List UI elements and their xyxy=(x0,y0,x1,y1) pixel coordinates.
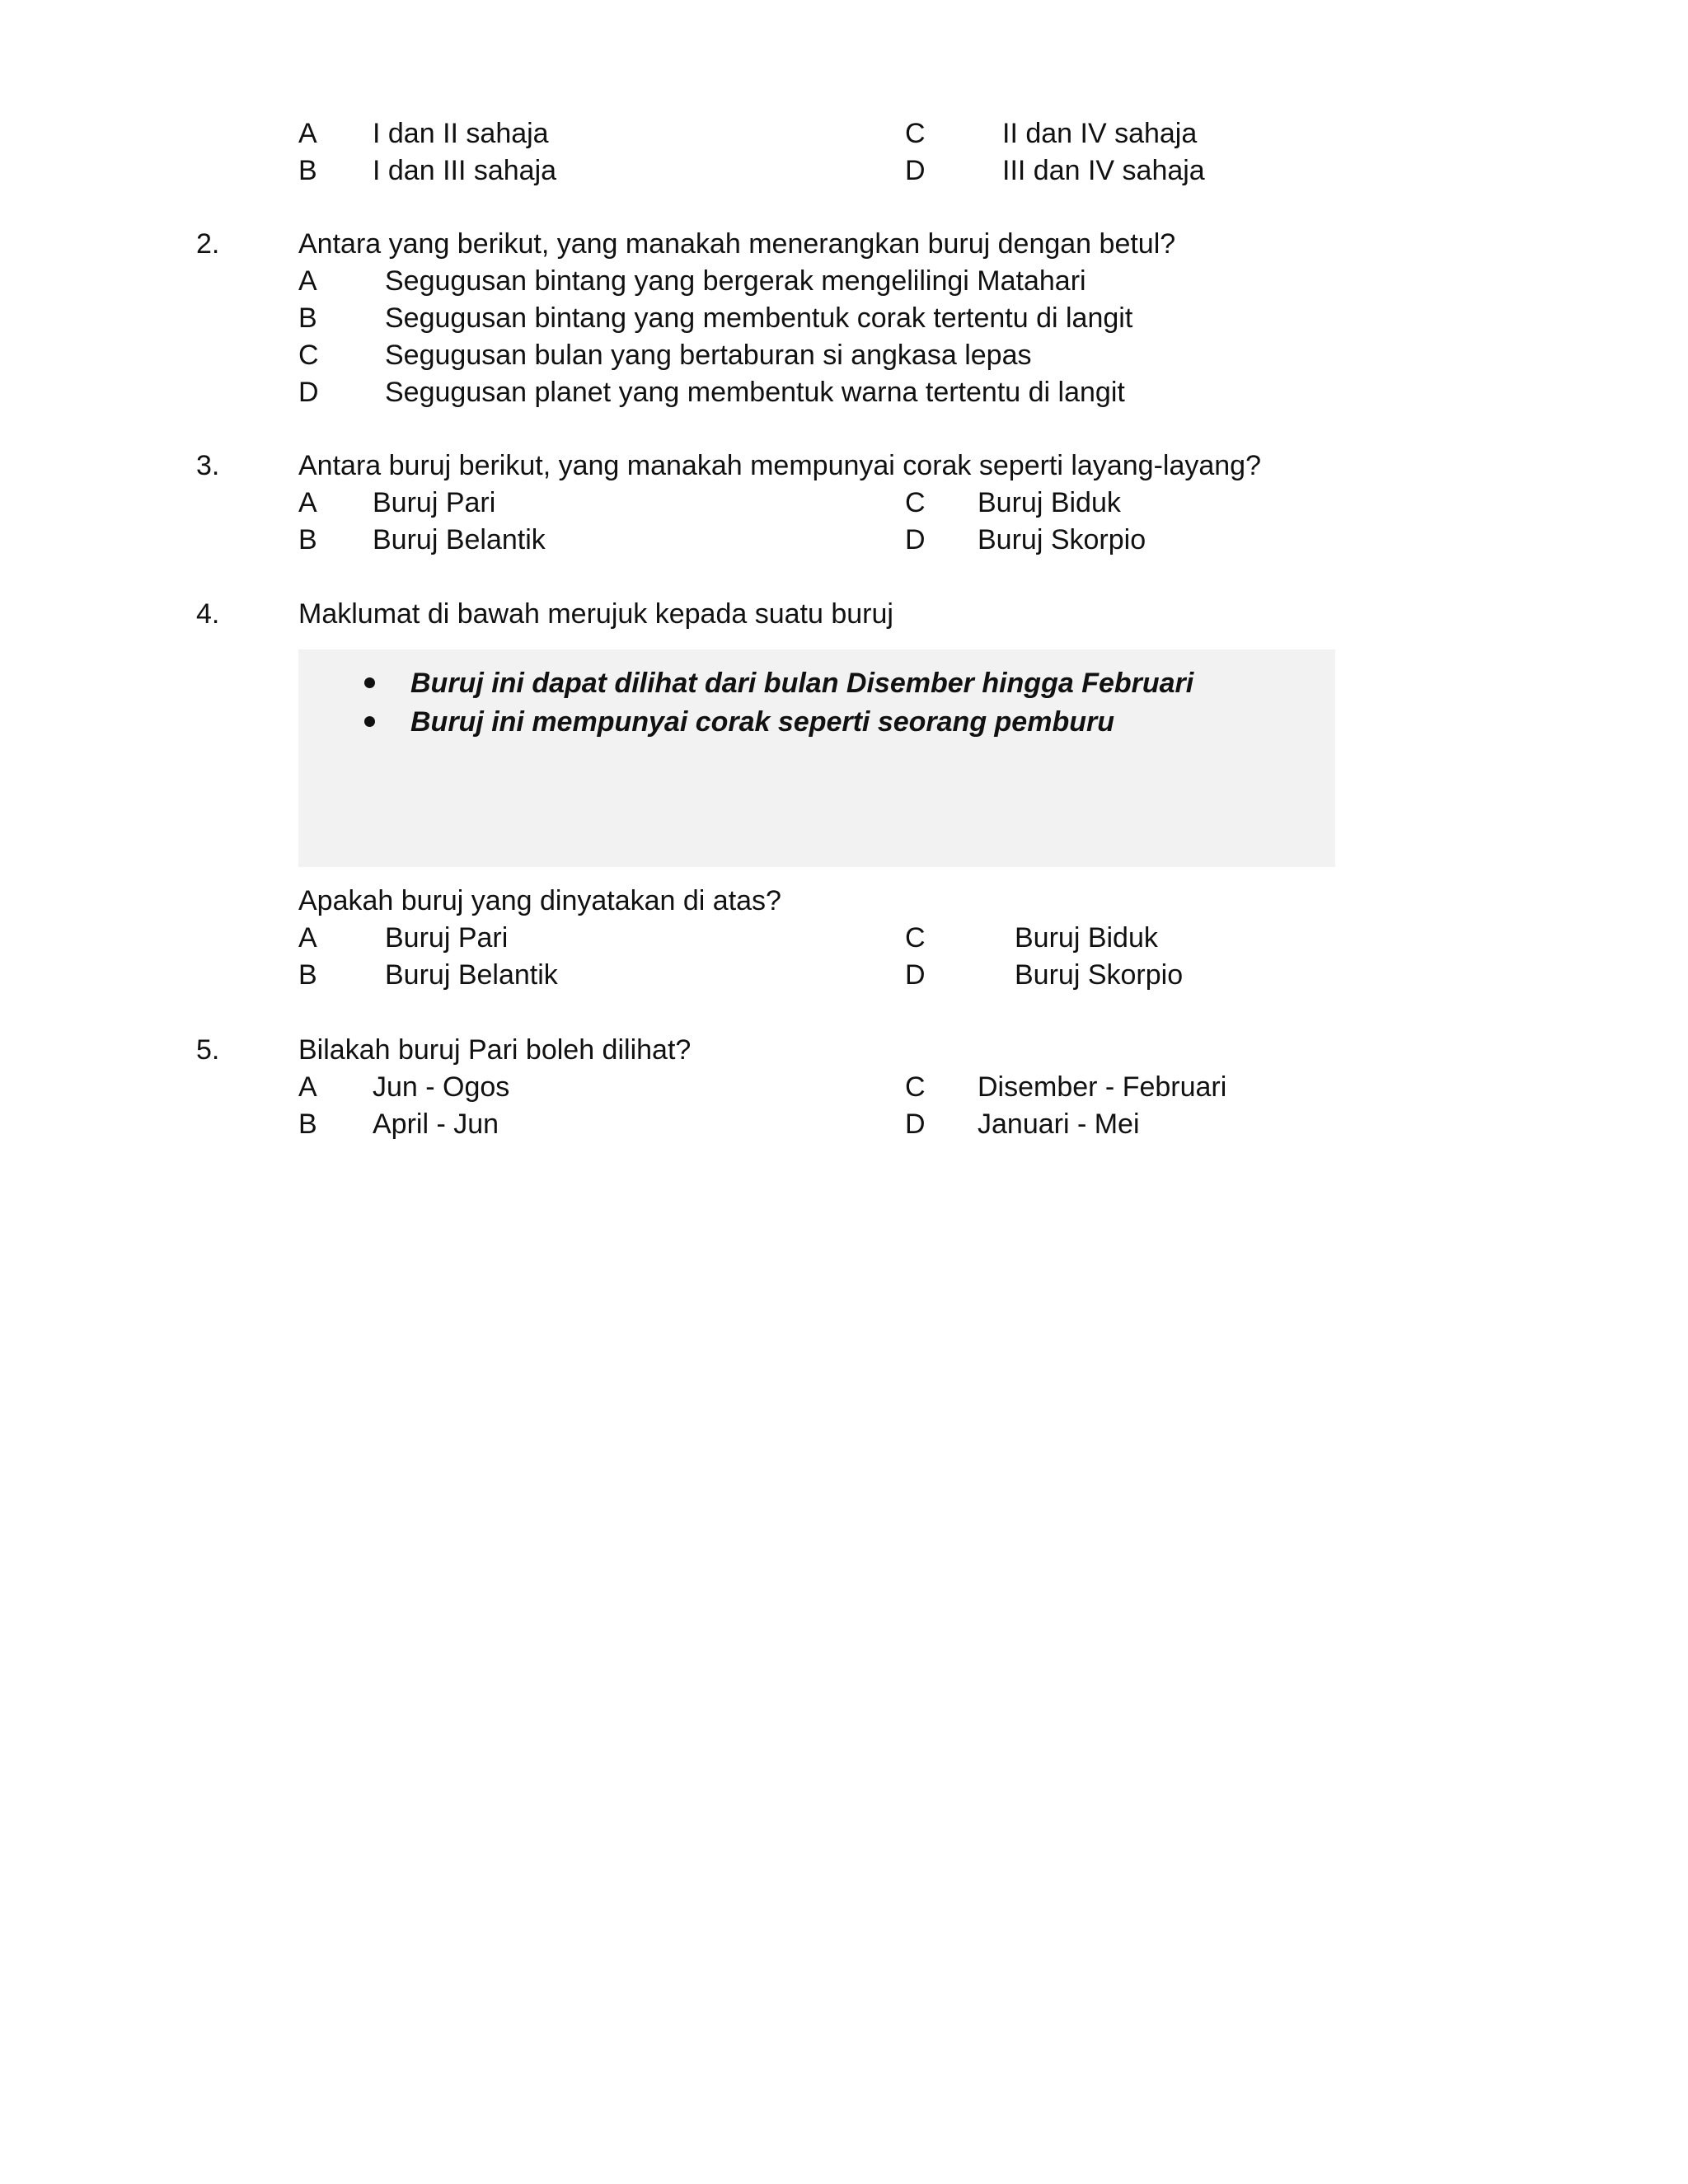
q3-option-b-letter: B xyxy=(298,524,317,555)
q5-option-b-text: April - Jun xyxy=(373,1108,499,1140)
q1-option-c-text: II dan IV sahaja xyxy=(1002,118,1198,149)
q1-option-a-letter: A xyxy=(298,118,317,149)
q4-option-a-text: Buruj Pari xyxy=(385,922,509,954)
bullet-icon xyxy=(364,716,375,727)
info-bullet-2: Buruj ini mempunyai corak seperti seorang pemburu xyxy=(410,706,1114,738)
q5-option-a-letter: A xyxy=(298,1071,317,1103)
q3-option-c-text: Buruj Biduk xyxy=(978,487,1121,518)
q3-option-d-text: Buruj Skorpio xyxy=(978,524,1146,555)
q2-option-b-letter: B xyxy=(298,302,317,334)
q1-option-b-letter: B xyxy=(298,155,317,186)
q4-followup: Apakah buruj yang dinyatakan di atas? xyxy=(298,885,781,916)
q3-option-a-text: Buruj Pari xyxy=(373,487,496,518)
q4-option-a-letter: A xyxy=(298,922,317,954)
q5-option-b-letter: B xyxy=(298,1108,317,1140)
q2-option-b-text: Segugusan bintang yang membentuk corak tertentu di langit xyxy=(385,302,1133,334)
q3-option-b-text: Buruj Belantik xyxy=(373,524,546,555)
q1-option-c-letter: C xyxy=(905,118,926,149)
q5-option-d-letter: D xyxy=(905,1108,926,1140)
q4-option-b-text: Buruj Belantik xyxy=(385,959,558,991)
q5-number: 5. xyxy=(196,1034,220,1066)
q1-option-a-text: I dan II sahaja xyxy=(373,118,549,149)
q2-option-d-text: Segugusan planet yang membentuk warna tertentu di langit xyxy=(385,377,1125,408)
q3-option-c-letter: C xyxy=(905,487,926,518)
q4-option-d-letter: D xyxy=(905,959,926,991)
q2-option-d-letter: D xyxy=(298,377,319,408)
q5-option-c-text: Disember - Februari xyxy=(978,1071,1227,1103)
bullet-icon xyxy=(364,677,375,688)
q2-question: Antara yang berikut, yang manakah menerangkan buruj dengan betul? xyxy=(298,228,1176,260)
info-box xyxy=(298,649,1335,867)
q4-option-b-letter: B xyxy=(298,959,317,991)
q1-option-b-text: I dan III sahaja xyxy=(373,155,557,186)
q4-option-d-text: Buruj Skorpio xyxy=(1015,959,1184,991)
q4-option-c-text: Buruj Biduk xyxy=(1015,922,1158,954)
q3-option-d-letter: D xyxy=(905,524,926,555)
q2-option-c-letter: C xyxy=(298,340,319,371)
q5-option-a-text: Jun - Ogos xyxy=(373,1071,510,1103)
q4-question: Maklumat di bawah merujuk kepada suatu buruj xyxy=(298,598,893,630)
q2-number: 2. xyxy=(196,228,220,260)
q5-question: Bilakah buruj Pari boleh dilihat? xyxy=(298,1034,692,1066)
q4-number: 4. xyxy=(196,598,220,630)
q2-option-a-letter: A xyxy=(298,265,317,297)
q1-option-d-letter: D xyxy=(905,155,926,186)
q2-option-c-text: Segugusan bulan yang bertaburan si angkasa lepas xyxy=(385,340,1032,371)
q3-number: 3. xyxy=(196,450,220,481)
q1-option-d-text: III dan IV sahaja xyxy=(1002,155,1205,186)
q2-option-a-text: Segugusan bintang yang bergerak mengelilingi Matahari xyxy=(385,265,1086,297)
q4-option-c-letter: C xyxy=(905,922,926,954)
q5-option-d-text: Januari - Mei xyxy=(978,1108,1140,1140)
q3-question: Antara buruj berikut, yang manakah mempunyai corak seperti layang-layang? xyxy=(298,450,1261,481)
info-bullet-1: Buruj ini dapat dilihat dari bulan Disember hingga Februari xyxy=(410,668,1194,699)
q3-option-a-letter: A xyxy=(298,487,317,518)
q5-option-c-letter: C xyxy=(905,1071,926,1103)
